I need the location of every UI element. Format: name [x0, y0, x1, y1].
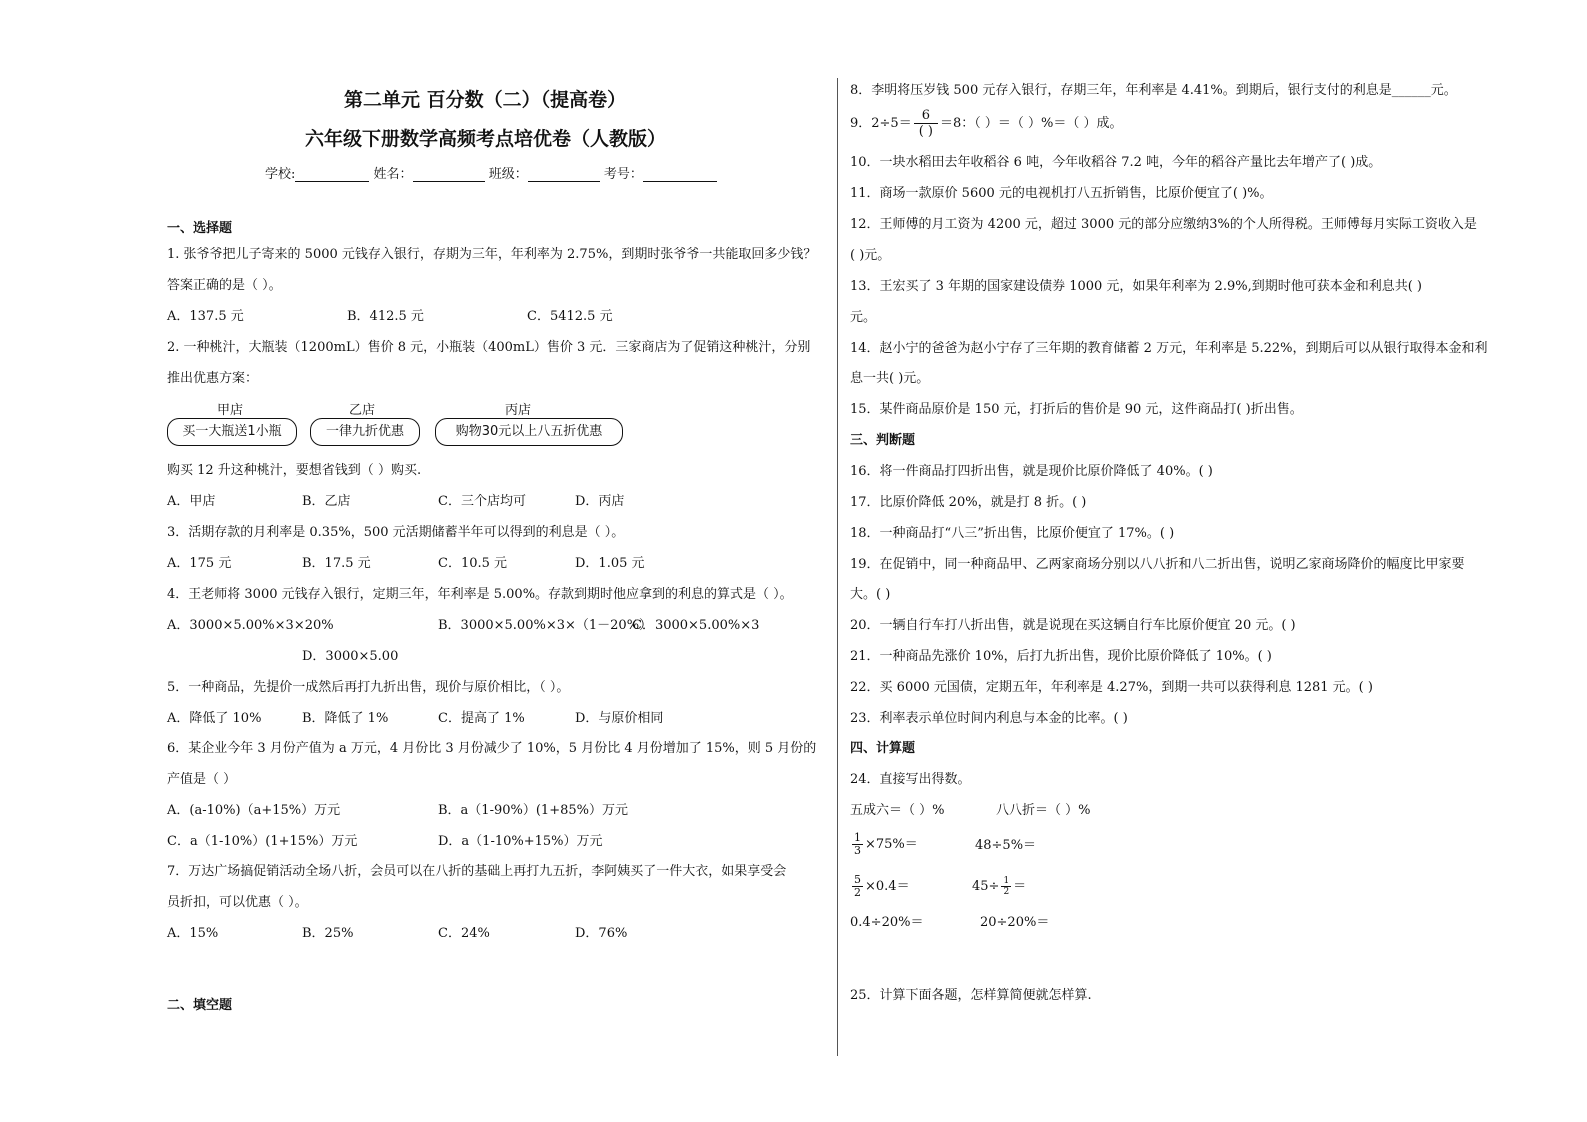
q20-line: 20．一辆自行车打八折出售，就是说现在买这辆自行车比原价便宜 20 元。( ) — [850, 618, 1296, 633]
section-heading-judge: 三、判断题 — [850, 433, 916, 448]
q4-option-b: B．3000×5.00%×3×（1－20%） — [438, 618, 653, 633]
q8-line: 8．李明将压岁钱 500 元存入银行，存期三年，年利率是 4.41%。到期后，银行支付的利息是______元。 — [850, 83, 1457, 98]
page-subtitle: 六年级下册数学高频考点培优卷（人教版） — [305, 128, 667, 150]
q3-option-c: C．10.5 元 — [438, 556, 508, 571]
q14-line1: 14．赵小宁的爸爸为赵小宁存了三年期的教育储蓄 2 万元，年利率是 5.22%，到期后可以从银行取得本金和利 — [850, 341, 1488, 356]
q5-line1: 5．一种商品，先提价一成然后再打九折出售，现价与原价相比，（ ）。 — [167, 680, 570, 695]
store-c-name: 丙店 — [505, 403, 532, 418]
q1-line2: 答案正确的是（ ）。 — [167, 278, 282, 293]
calc-item-6 — [972, 872, 1026, 902]
student-info-line — [265, 163, 717, 182]
section-heading-fill: 二、填空题 — [167, 998, 233, 1013]
q17-line: 17．比原价降低 20%，就是打 8 折。( ) — [850, 495, 1087, 510]
q2-line3: 购买 12 升这种桃汁，要想省钱到（ ）购买. — [167, 463, 422, 478]
q4-option-d: D．3000×5.00 — [302, 649, 399, 664]
q9-line — [850, 108, 1123, 139]
store-c-offer: 购物30元以上八五折优惠 — [435, 418, 623, 446]
q6-line1: 6．某企业今年 3 月份产值为 a 万元，4 月份比 3 月份减少了 10%，5 月份比 4 月份增加了 15%，则 5 月份的 — [167, 741, 817, 756]
q7-option-a: A．15% — [167, 926, 219, 941]
q3-option-d: D．1.05 元 — [575, 556, 645, 571]
q6-option-b: B．a（1-90%）(1+85%）万元 — [438, 803, 628, 818]
q9-denominator: ( ) — [918, 124, 933, 139]
q1-option-c: C．5412.5 元 — [527, 309, 613, 324]
store-a-offer: 买一大瓶送1小瓶 — [167, 418, 297, 446]
q2-option-d: D．丙店 — [575, 494, 625, 509]
q5-option-a: A．降低了 10% — [167, 711, 262, 726]
class-label: 班级： — [488, 167, 528, 182]
q12-line2: ( )元。 — [850, 248, 891, 263]
q2-line2: 推出优惠方案： — [167, 371, 259, 386]
store-b-name: 乙店 — [349, 403, 376, 418]
q23-line: 23．利率表示单位时间内利息与本金的比率。( ) — [850, 711, 1128, 726]
q2-option-a: A．甲店 — [167, 494, 216, 509]
q7-option-d: D．76% — [575, 926, 628, 941]
calc-item-4: 48÷5%＝ — [975, 838, 1037, 853]
q19-line2: 大。( ) — [850, 587, 891, 602]
calc-item-2: 八八折＝（ ）% — [996, 803, 1091, 818]
store-a-name: 甲店 — [217, 403, 244, 418]
name-label: 姓名： — [373, 167, 413, 182]
q13-line1: 13．王宏买了 3 年期的国家建设债券 1000 元，如果年利率为 2.9%,到期时他可获本金和利息共( ) — [850, 279, 1422, 294]
calc3-tail: ×75%＝ — [865, 837, 918, 852]
calc5-numerator: 5 — [854, 873, 861, 886]
q5-option-c: C．提高了 1% — [438, 711, 525, 726]
q6-option-d: D．a（1-10%+15%）万元 — [438, 834, 603, 849]
q16-line: 16．将一件商品打四折出售，就是现价比原价降低了 40%。( ) — [850, 464, 1213, 479]
calc3-numerator: 1 — [854, 831, 861, 844]
q1-option-a: A．137.5 元 — [167, 309, 244, 324]
calc5-fraction — [852, 874, 863, 899]
section-heading-choice: 一、选择题 — [167, 221, 233, 236]
calc6-prefix: 45÷ — [972, 879, 1000, 894]
calc-item-7: 0.4÷20%＝ — [850, 915, 924, 930]
q3-line1: 3．活期存款的月利率是 0.35%，500 元活期储蓄半年可以得到的利息是（ ）。 — [167, 525, 625, 540]
calc-item-8: 20÷20%＝ — [980, 915, 1050, 930]
calc6-fraction — [1001, 876, 1011, 897]
calc3-denominator: 3 — [854, 844, 861, 857]
id-field[interactable] — [643, 168, 717, 182]
q1-line1: 1. 张爷爷把儿子寄来的 5000 元钱存入银行，存期为三年，年利率为 2.75%，到期时张爷爷一共能取回多少钱？ — [167, 247, 817, 262]
school-field[interactable] — [295, 168, 369, 182]
q11-line: 11．商场一款原价 5600 元的电视机打八五折销售，比原价便宜了( )%。 — [850, 186, 1273, 201]
calc-item-1: 五成六＝（ ）% — [850, 803, 945, 818]
class-field[interactable] — [528, 168, 600, 182]
q2-option-b: B．乙店 — [302, 494, 351, 509]
q7-line2: 员折扣，可以优惠（ ）。 — [167, 895, 308, 910]
q21-line: 21．一种商品先涨价 10%，后打九折出售，现价比原价降低了 10%。( ) — [850, 649, 1272, 664]
calc-item-3 — [850, 830, 918, 860]
store-b-offer: 一律九折优惠 — [310, 418, 420, 446]
calc5-tail: ×0.4＝ — [865, 879, 910, 894]
q22-line: 22．买 6000 元国债，定期五年，年利率是 4.27%，到期一共可以获得利息 1281 元。( ) — [850, 680, 1373, 695]
q5-option-d: D．与原价相同 — [575, 711, 664, 726]
q7-option-b: B．25% — [302, 926, 354, 941]
calc6-denominator: 2 — [1003, 887, 1010, 897]
q15-line: 15．某件商品原价是 150 元，打折后的售价是 90 元，这件商品打( )折出售。 — [850, 402, 1303, 417]
q9-prefix: 9．2÷5＝ — [850, 116, 912, 131]
q19-line1: 19．在促销中，同一种商品甲、乙两家商场分别以八八折和八二折出售，说明乙家商场降价的幅度比甲家要 — [850, 557, 1465, 572]
q6-option-c: C．a（1-10%）(1+15%）万元 — [167, 834, 358, 849]
q2-option-c: C．三个店均可 — [438, 494, 526, 509]
q1-option-b: B．412.5 元 — [347, 309, 424, 324]
column-divider — [837, 78, 838, 1056]
q9-suffix: ＝8：（ ）＝（ ）%＝（ ）成。 — [940, 116, 1123, 131]
q9-fraction — [914, 108, 938, 139]
q2-line1: 2. 一种桃汁，大瓶装（1200mL）售价 8 元，小瓶装（400mL）售价 3 元．三家商店为了促销这种桃汁，分别 — [167, 340, 811, 355]
q7-line1: 7．万达广场搞促销活动全场八折，会员可以在八折的基础上再打九五折，李阿姨买了一件大衣，如果享受会 — [167, 864, 787, 879]
calc-item-5 — [850, 872, 910, 902]
q4-option-a: A．3000×5.00%×3×20% — [167, 618, 334, 633]
calc5-denominator: 2 — [854, 886, 861, 899]
q24-line: 24．直接写出得数。 — [850, 772, 971, 787]
calc3-fraction — [852, 832, 863, 857]
q12-line1: 12．王师傅的月工资为 4200 元，超过 3000 元的部分应缴纳3%的个人所得税。王师傅每月实际工资收入是 — [850, 217, 1477, 232]
q6-line2: 产值是（ ） — [167, 772, 237, 787]
calc6-numerator: 1 — [1003, 876, 1010, 886]
q5-option-b: B．降低了 1% — [302, 711, 389, 726]
q7-option-c: C．24% — [438, 926, 490, 941]
q10-line: 10．一块水稻田去年收稻谷 6 吨，今年收稻谷 7.2 吨，今年的稻谷产量比去年增产了( )成。 — [850, 155, 1382, 170]
q4-line1: 4．王老师将 3000 元钱存入银行，定期三年，年利率是 5.00%。存款到期时他应拿到的利息的算式是（ ）。 — [167, 587, 793, 602]
section-heading-calc: 四、计算题 — [850, 741, 916, 756]
q18-line: 18．一种商品打“八三”折出售，比原价便宜了 17%。( ) — [850, 526, 1175, 541]
school-label: 学校: — [265, 167, 296, 182]
q25-line: 25．计算下面各题，怎样算简便就怎样算. — [850, 988, 1092, 1003]
q3-option-a: A．175 元 — [167, 556, 232, 571]
q3-option-b: B．17.5 元 — [302, 556, 371, 571]
calc6-tail: ＝ — [1013, 879, 1027, 894]
q9-numerator: 6 — [914, 108, 938, 124]
q6-option-a: A．(a-10%)（a+15%）万元 — [167, 803, 341, 818]
q14-line2: 息一共( )元。 — [850, 371, 930, 386]
q13-line2: 元。 — [850, 310, 877, 325]
id-label: 考号： — [603, 167, 643, 182]
name-field[interactable] — [413, 168, 485, 182]
page-title: 第二单元 百分数（二）（提高卷） — [344, 89, 627, 111]
q4-option-c: C．3000×5.00%×3 — [632, 618, 760, 633]
